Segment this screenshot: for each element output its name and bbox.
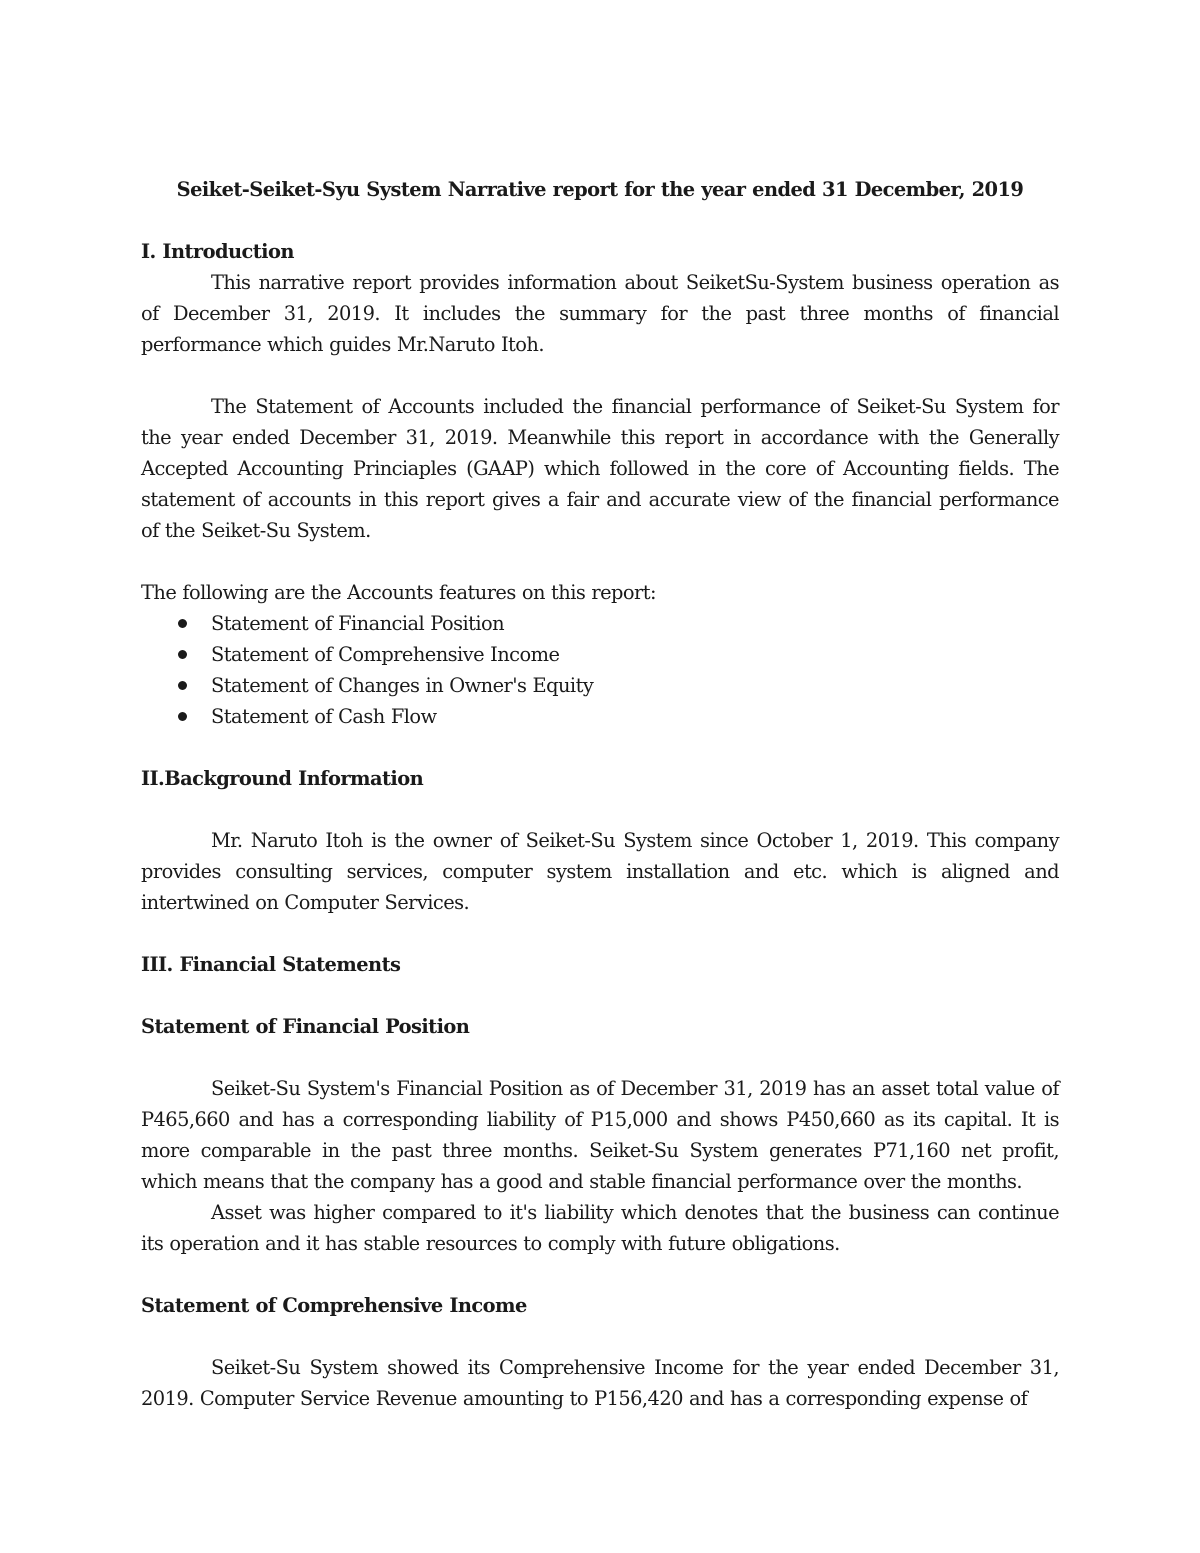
spacer	[141, 546, 1059, 577]
list-item	[141, 608, 1059, 639]
list-item	[141, 639, 1059, 670]
comprehensive-income-paragraph: Seiket-Su System showed its Comprehensive Income for the year ended December 31, 2019. Computer Service Revenue amounting to P156,420 and has a corresponding expense of	[141, 1356, 1059, 1410]
list-item-label: Statement of Financial Position	[211, 612, 505, 635]
list-item-label: Statement of Changes in Owner's Equity	[211, 674, 594, 697]
intro-heading: I. Introduction	[141, 240, 294, 263]
list-item	[141, 701, 1059, 732]
accounts-list-intro: The following are the Accounts features on this report:	[141, 581, 656, 604]
intro-paragraph-2: The Statement of Accounts included the financial performance of Seiket-Su System for the year ended December 31, 2019. Meanwhile this report in accordance with the Generally Accepted Accounting Princiaples (GAAP) which followed in the core of Accounting fields. The statement of accounts in this report gives a fair and accurate view of the financial performance of the Seiket-Su System.	[141, 395, 1059, 542]
background-heading: II.Background Information	[141, 767, 424, 790]
spacer	[141, 918, 1059, 949]
spacer	[141, 732, 1059, 763]
list-item-label: Statement of Cash Flow	[211, 705, 437, 728]
bullet-icon	[178, 619, 187, 628]
report-title: Seiket-Seiket-Syu System Narrative report for the year ended 31 December, 2019	[176, 178, 1024, 201]
spacer	[141, 1321, 1059, 1352]
document-page	[141, 174, 1059, 1414]
intro-paragraph-1: This narrative report provides information about SeiketSu-System business operation as of December 31, 2019. It includes the summary for the past three months of financial performance which guides Mr.Naruto Itoh.	[141, 271, 1059, 356]
background-paragraph: Mr. Naruto Itoh is the owner of Seiket-Su System since October 1, 2019. This company provides consulting services, computer system installation and etc. which is aligned and intertwined on Computer Services.	[141, 829, 1059, 914]
spacer	[141, 794, 1059, 825]
bullet-icon	[178, 712, 187, 721]
financial-position-paragraph-1: Seiket-Su System's Financial Position as of December 31, 2019 has an asset total value of P465,660 and has a corresponding liability of P15,000 and shows P450,660 as its capital. It is more comparable in the past three months. Seiket-Su System generates P71,160 net profit, which means that the company has a good and stable financial performance over the months.	[141, 1077, 1059, 1193]
bullet-icon	[178, 650, 187, 659]
spacer	[141, 205, 1059, 236]
financial-heading: III. Financial Statements	[141, 953, 401, 976]
list-item-label: Statement of Comprehensive Income	[211, 643, 560, 666]
bullet-icon	[178, 681, 187, 690]
accounts-list	[141, 608, 1059, 732]
financial-position-paragraph-2: Asset was higher compared to it's liability which denotes that the business can continue its operation and it has stable resources to comply with future obligations.	[141, 1201, 1059, 1255]
spacer	[141, 360, 1059, 391]
spacer	[141, 1042, 1059, 1073]
comprehensive-income-heading: Statement of Comprehensive Income	[141, 1294, 527, 1317]
financial-position-heading: Statement of Financial Position	[141, 1015, 470, 1038]
spacer	[141, 1259, 1059, 1290]
list-item	[141, 670, 1059, 701]
spacer	[141, 980, 1059, 1011]
